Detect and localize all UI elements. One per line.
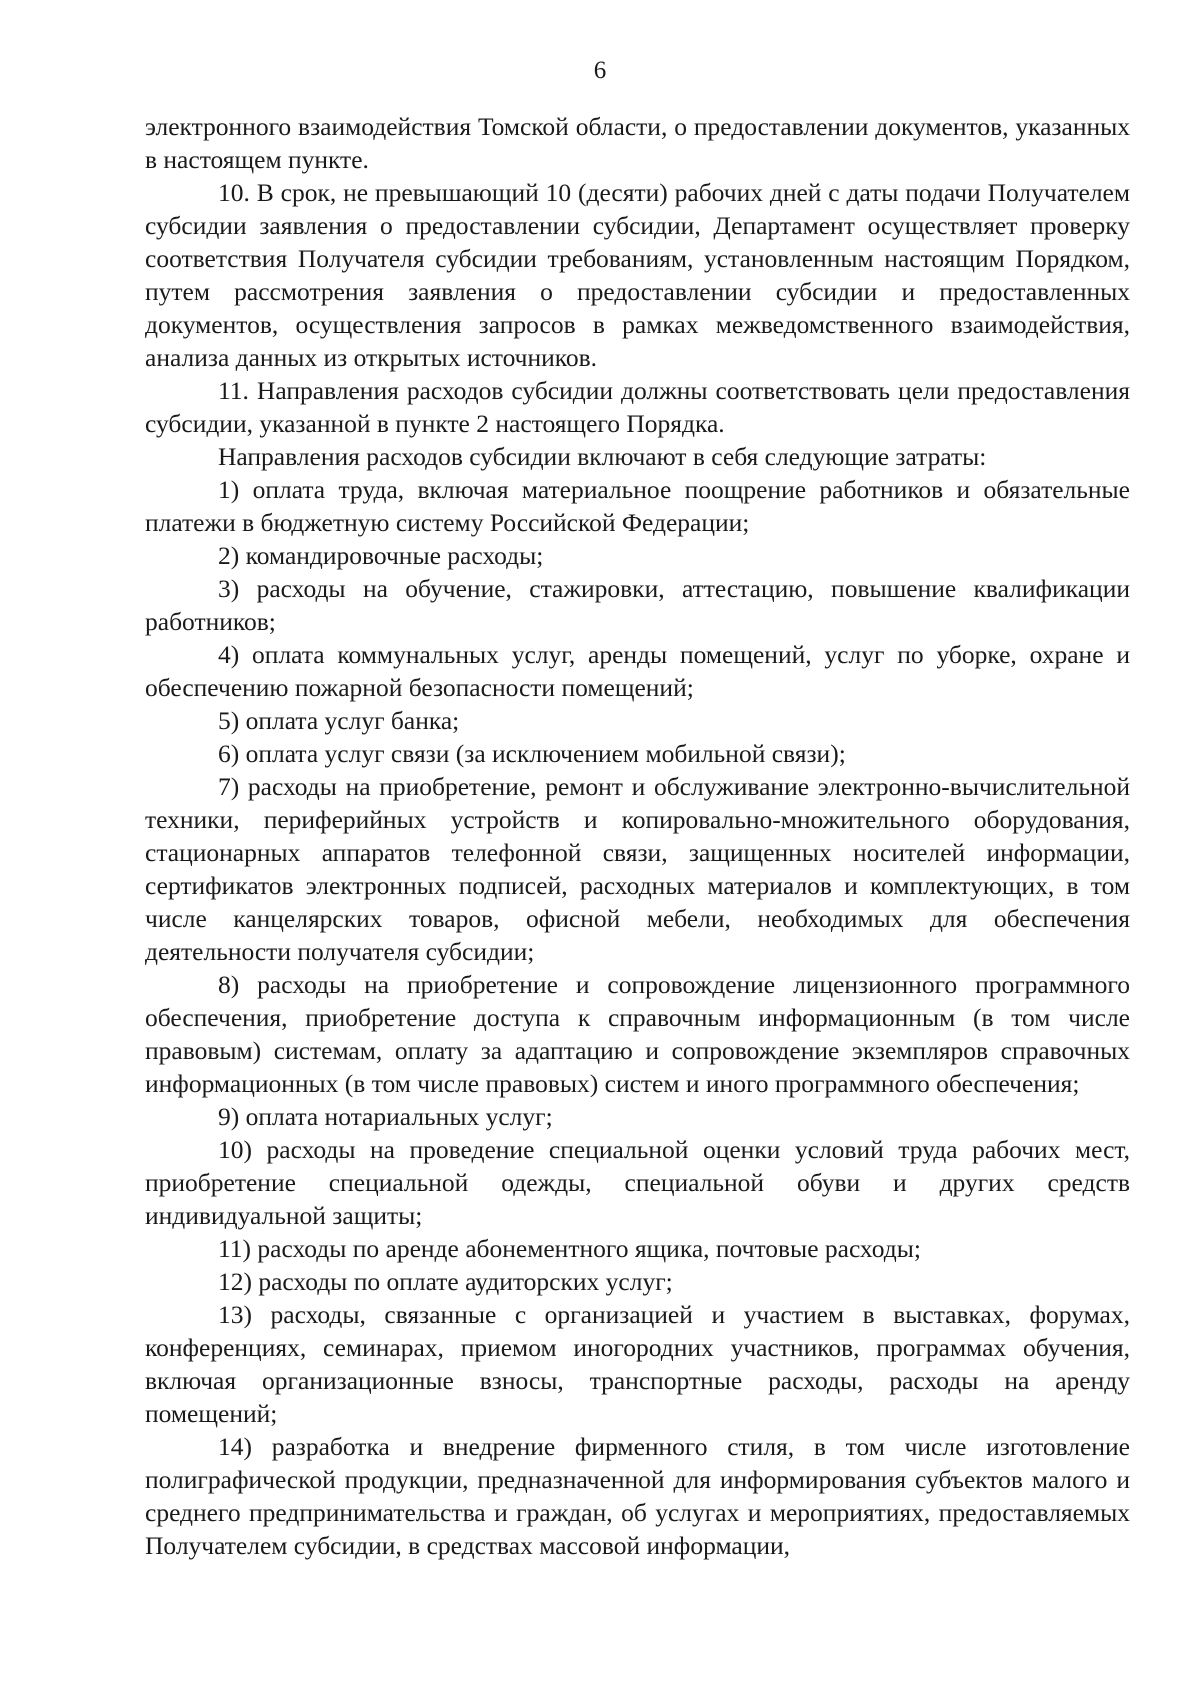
paragraph: 2) командировочные расходы; <box>218 541 544 570</box>
paragraph: 5) оплата услуг банка; <box>218 706 460 735</box>
paragraph: 9) оплата нотариальных услуг; <box>218 1102 553 1131</box>
paragraph: 14) разработка и внедрение фирменного стиля, в том числе изготовление полиграфической продукции, предназначенной для информирования субъектов малого и среднего предпринимательства и граждан, об услугах и мероприятиях, предоставляемых Получателем субсидии, в средствах массовой информации, <box>145 1432 1130 1560</box>
paragraph: 3) расходы на обучение, стажировки, аттестацию, повышение квалификации работников; <box>145 574 1130 636</box>
paragraph: 7) расходы на приобретение, ремонт и обслуживание электронно-вычислительной техники, периферийных устройств и копировально-множительного оборудования, стационарных аппаратов телефонной связи, защищенных носителей информации, сертификатов электронных подписей, расходных материалов и комплектующих, в том числе канцелярских товаров, офисной мебели, необходимых для обеспечения деятельности получателя субсидии; <box>145 772 1130 966</box>
paragraph: 11) расходы по аренде абонементного ящика, почтовые расходы; <box>218 1234 921 1263</box>
paragraph: Направления расходов субсидии включают в себя следующие затраты: <box>218 442 987 471</box>
paragraph: 13) расходы, связанные с организацией и участием в выставках, форумах, конференциях, семинарах, приемом иногородних участников, программах обучения, включая организационные взносы, транспортные расходы, расходы на аренду помещений; <box>145 1300 1130 1428</box>
paragraph: 11. Направления расходов субсидии должны соответствовать цели предоставления субсидии, указанной в пункте 2 настоящего Порядка. <box>145 376 1130 438</box>
paragraph: 10. В срок, не превышающий 10 (десяти) рабочих дней с даты подачи Получателем субсидии заявления о предоставлении субсидии, Департамент осуществляет проверку соответствия Получателя субсидии требованиям, установленным настоящим Порядком, путем рассмотрения заявления о предоставлении субсидии и предоставленных документов, осуществления запросов в рамках межведомственного взаимодействия, анализа данных из открытых источников. <box>145 178 1130 372</box>
paragraph: 8) расходы на приобретение и сопровождение лицензионного программного обеспечения, приобретение доступа к справочным информационным (в том числе правовым) системам, оплату за адаптацию и сопровождение экземпляров справочных информационных (в том числе правовых) систем и иного программного обеспечения; <box>145 970 1130 1098</box>
paragraph: 10) расходы на проведение специальной оценки условий труда рабочих мест, приобретение специальной одежды, специальной обуви и других средств индивидуальной защиты; <box>145 1135 1130 1230</box>
paragraph: 6) оплата услуг связи (за исключением мобильной связи); <box>218 739 846 768</box>
page-number: 6 <box>593 57 607 84</box>
paragraph: 4) оплата коммунальных услуг, аренды помещений, услуг по уборке, охране и обеспечению пожарной безопасности помещений; <box>145 640 1130 702</box>
paragraph: 12) расходы по оплате аудиторских услуг; <box>218 1267 673 1296</box>
paragraph: электронного взаимодействия Томской области, о предоставлении документов, указанных в настоящем пункте. <box>145 112 1130 174</box>
document-body <box>145 110 1130 1562</box>
paragraph: 1) оплата труда, включая материальное поощрение работников и обязательные платежи в бюджетную систему Российской Федерации; <box>145 475 1130 537</box>
